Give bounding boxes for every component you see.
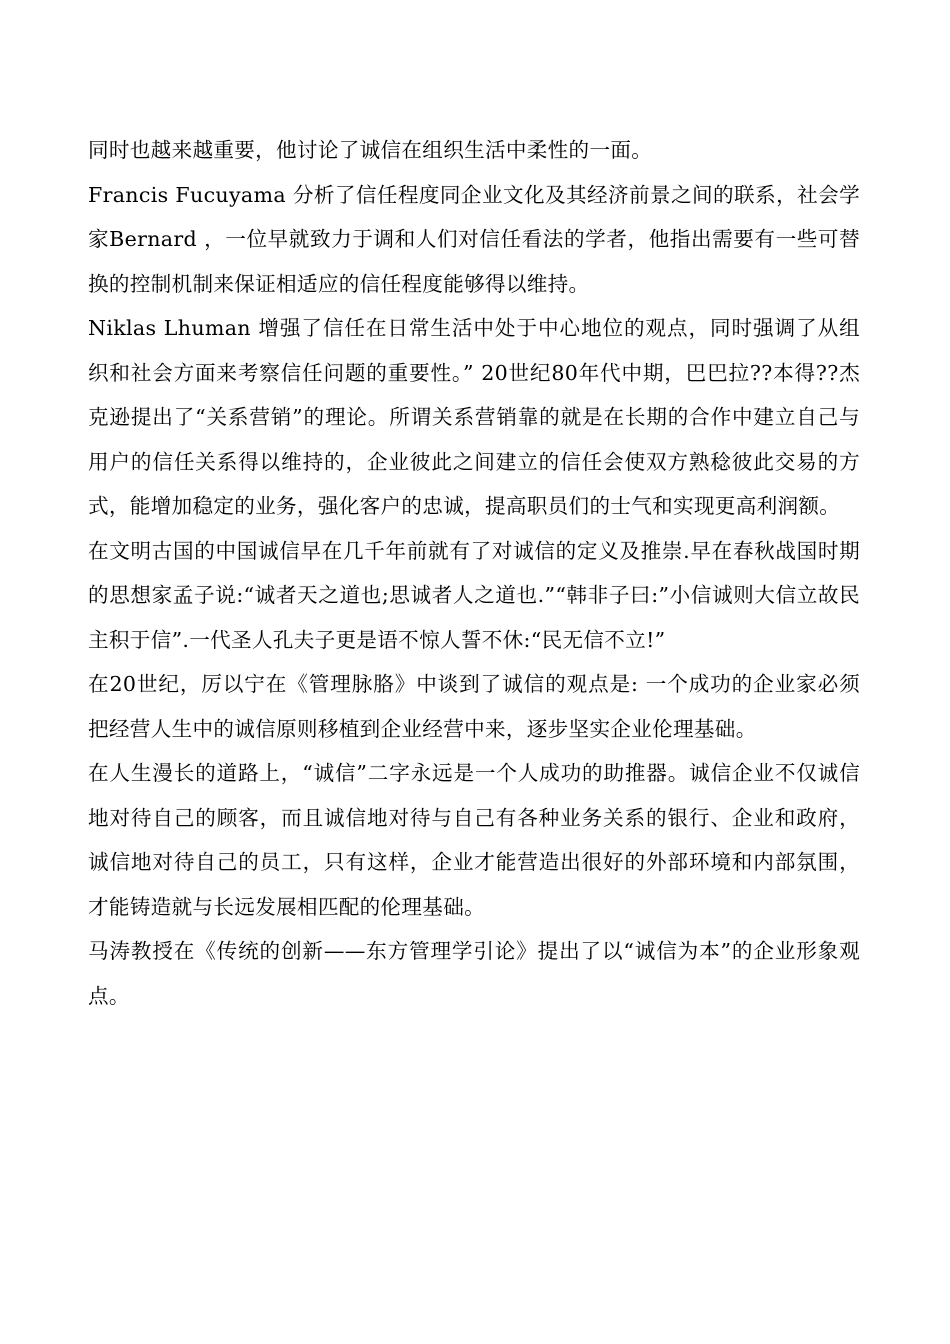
- paragraph-3: Niklas Lhuman 增强了信任在日常生活中处于中心地位的观点，同时强调了从组织和社会方面来考察信任问题的重要性。” 20世纪80年代中期，巴巴拉??本得??杰克逊提出了“关系营销”的理论。所谓关系营销靠的就是在长期的合作中建立自己与用户的信任关系得以维持的，企业彼此之间建立的信任会使双方熟稔彼此交易的方式，能增加稳定的业务，强化客户的忠诚，提高职员们的士气和实现更高利润额。: [88, 316, 860, 518]
- paragraph-4: 在文明古国的中国诚信早在几千年前就有了对诚信的定义及推崇.早在春秋战国时期的思想家孟子说:“诚者天之道也;思诚者人之道也.”“韩非子曰:”小信诚则大信立故民主积于信”.一代圣人孔夫子更是语不惊人誓不休:“民无信不立!”: [88, 538, 860, 652]
- paragraph-5: 在20世纪，厉以宁在《管理脉胳》中谈到了诚信的观点是: 一个成功的企业家必须把经营人生中的诚信原则移植到企业经营中来，逐步坚实企业伦理基础。: [88, 672, 860, 741]
- paragraph-7: 马涛教授在《传统的创新——东方管理学引论》提出了以“诚信为本”的企业形象观点。: [88, 939, 860, 1008]
- paragraph-6: 在人生漫长的道路上，“诚信”二字永远是一个人成功的助推器。诚信企业不仅诚信地对待自己的顾客，而且诚信地对待与自己有各种业务关系的银行、企业和政府，诚信地对待自己的员工，只有这样，企业才能营造出很好的外部环境和内部氛围，才能铸造就与长远发展相匹配的伦理基础。: [88, 761, 860, 919]
- paragraph-1: 同时也越来越重要，他讨论了诚信在组织生活中柔性的一面。: [88, 138, 653, 162]
- paragraph-2: Francis Fucuyama 分析了信任程度同企业文化及其经济前景之间的联系，社会学家Bernard ，一位早就致力于调和人们对信任看法的学者，他指出需要有一些可替换的控制机制来保证相适应的信任程度能够得以维持。: [88, 182, 860, 296]
- document-body: [88, 128, 860, 1018]
